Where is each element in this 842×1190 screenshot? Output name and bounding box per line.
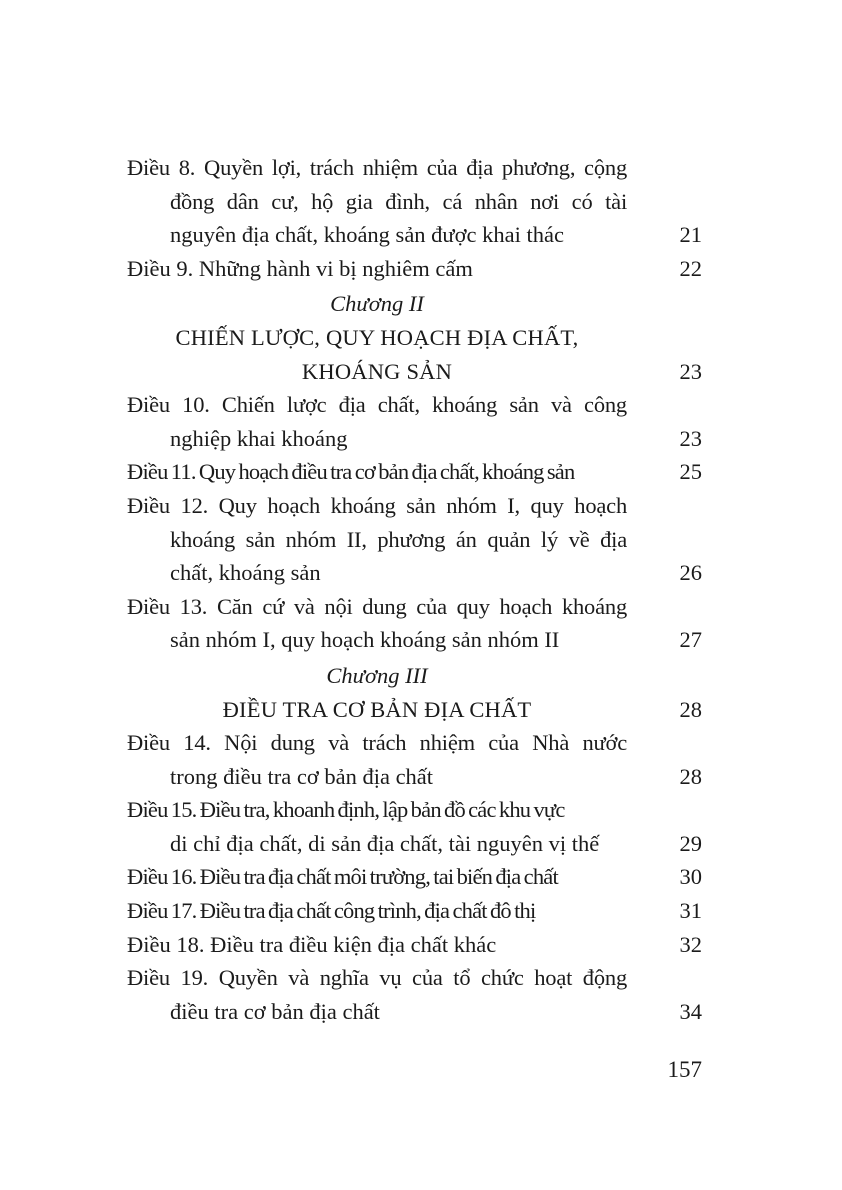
toc-line-text: di chỉ địa chất, di sản địa chất, tài nguyên vị thế [170, 830, 600, 856]
toc-line-text: KHOÁNG SẢN [301, 358, 453, 384]
toc-entry-line [127, 726, 702, 760]
folio-page-number: 157 [667, 1057, 702, 1082]
toc-line-text: chất, khoáng sản [170, 560, 321, 586]
toc-page-number: 23 [679, 358, 702, 384]
table-of-contents [127, 151, 702, 1028]
toc-chapter-line [127, 659, 702, 693]
toc-line-text: ĐIỀU TRA CƠ BẢN ĐỊA CHẤT [222, 696, 532, 722]
toc-page-number: 21 [679, 222, 702, 248]
toc-page-number: 26 [679, 560, 702, 586]
toc-page-number: 32 [679, 931, 702, 957]
toc-entry-line [127, 218, 702, 252]
toc-page-number: 29 [679, 830, 702, 856]
toc-line-text: nguyên địa chất, khoáng sản được khai thác [170, 222, 564, 248]
toc-page-number: 30 [679, 864, 702, 890]
toc-line-text: CHIẾN LƯỢC, QUY HOẠCH ĐỊA CHẤT, [175, 324, 579, 350]
toc-entry-line [127, 827, 702, 861]
toc-entry-line [127, 961, 702, 995]
toc-entry-line [127, 860, 702, 894]
toc-entry-line [127, 455, 702, 489]
toc-entry-line [127, 995, 702, 1029]
toc-entry-line [127, 793, 702, 827]
toc-line-text: Điều 12. Quy hoạch khoáng sản nhóm I, quy hoạch [127, 492, 627, 518]
toc-line-text: khoáng sản nhóm II, phương án quản lý về địa [170, 526, 627, 552]
toc-page-number: 25 [679, 459, 702, 485]
toc-line-text: sản nhóm I, quy hoạch khoáng sản nhóm II [170, 627, 560, 653]
toc-entry-line [127, 151, 702, 185]
toc-entry-line [127, 388, 702, 422]
toc-page-number: 23 [679, 425, 702, 451]
toc-line-text: Chương II [330, 291, 424, 317]
toc-chapter-line [127, 355, 702, 389]
toc-line-text: Điều 19. Quyền và nghĩa vụ của tổ chức hoạt động [127, 965, 627, 991]
toc-line-text: Điều 9. Những hành vi bị nghiêm cấm [127, 255, 473, 281]
toc-chapter-line [127, 287, 702, 321]
toc-entry-line [127, 894, 702, 928]
toc-chapter-line [127, 321, 702, 355]
toc-entry-line [127, 556, 702, 590]
toc-page-number: 27 [679, 627, 702, 653]
toc-line-text: nghiệp khai khoáng [170, 425, 348, 451]
toc-line-text: điều tra cơ bản địa chất [170, 998, 380, 1024]
toc-line-text: Điều 16. Điều tra địa chất môi trường, tai biến địa chất [127, 864, 558, 890]
toc-chapter-line [127, 693, 702, 727]
toc-page-number: 22 [679, 255, 702, 281]
toc-entry-line [127, 489, 702, 523]
folio-row [127, 1053, 702, 1087]
toc-line-text: Điều 15. Điều tra, khoanh định, lập bản đồ các khu vực [127, 797, 565, 823]
toc-page-number: 31 [679, 898, 702, 924]
toc-entry-line [127, 590, 702, 624]
toc-line-text: Điều 10. Chiến lược địa chất, khoáng sản và công [127, 392, 627, 418]
toc-line-text: Điều 13. Căn cứ và nội dung của quy hoạch khoáng [127, 593, 627, 619]
toc-entry-line [127, 422, 702, 456]
toc-entry-line [127, 760, 702, 794]
toc-entry-line [127, 928, 702, 962]
toc-line-text: đồng dân cư, hộ gia đình, cá nhân nơi có tài [170, 188, 627, 214]
toc-entry-line [127, 185, 702, 219]
toc-page-number: 28 [679, 763, 702, 789]
toc-line-text: Điều 14. Nội dung và trách nhiệm của Nhà nước [127, 730, 627, 756]
toc-entry-line [127, 252, 702, 286]
toc-line-text: trong điều tra cơ bản địa chất [170, 763, 434, 789]
toc-page-number: 28 [679, 696, 702, 722]
toc-line-text: Điều 8. Quyền lợi, trách nhiệm của địa phương, cộng [127, 155, 627, 180]
toc-line-text: Điều 18. Điều tra điều kiện địa chất khác [127, 931, 497, 957]
toc-page-number: 34 [679, 998, 702, 1024]
toc-line-text: Chương III [326, 662, 428, 688]
toc-entry-line [127, 523, 702, 557]
toc-entry-line [127, 623, 702, 657]
toc-line-text: Điều 17. Điều tra địa chất công trình, địa chất đô thị [127, 898, 536, 924]
toc-line-text: Điều 11. Quy hoạch điều tra cơ bản địa chất, khoáng sản [127, 459, 575, 485]
